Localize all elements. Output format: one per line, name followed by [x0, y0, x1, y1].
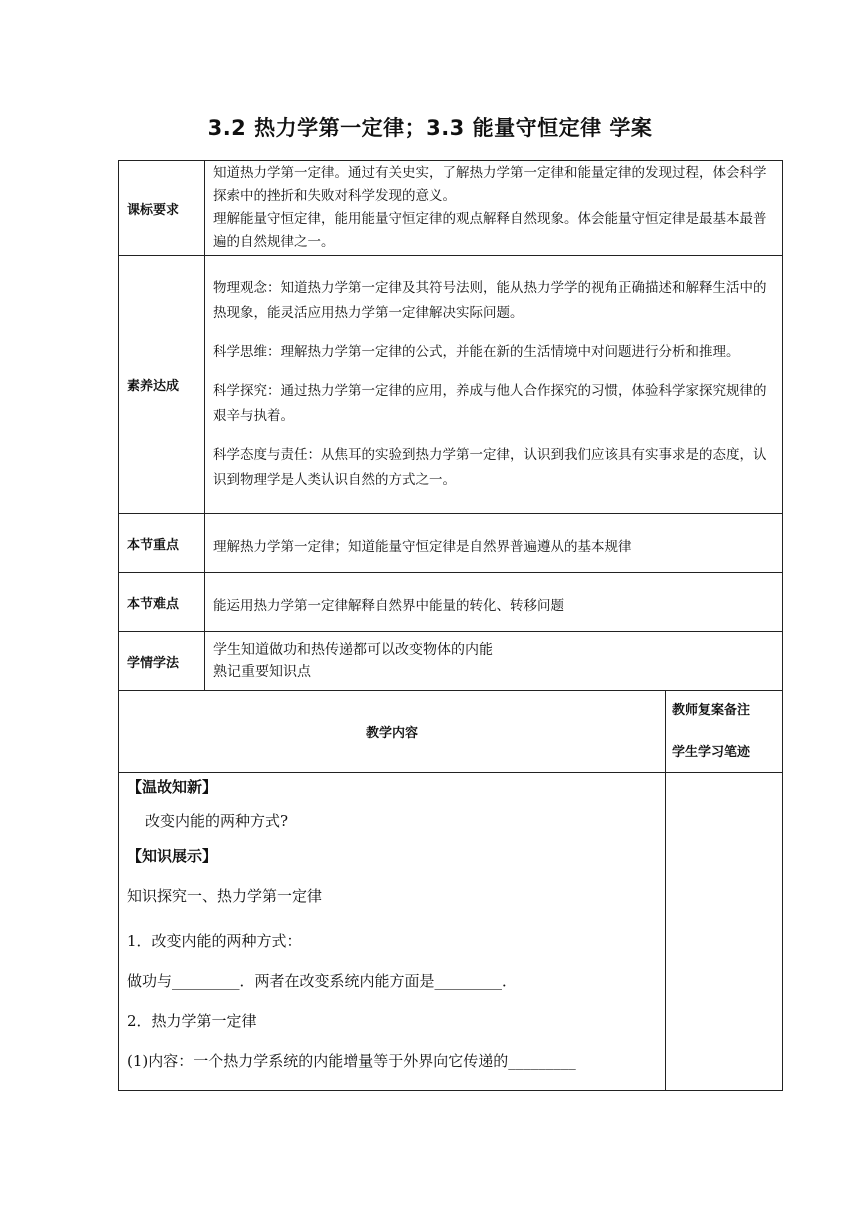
page-title: 3.2 热力学第一定律；3.3 能量守恒定律 学案 [207, 116, 653, 140]
standards-text-1: 知道热力学第一定律。通过有关史实，了解热力学第一定律和能量定律的发现过程，体会科学探索中的挫折和失败对科学发现的意义。 [213, 165, 767, 204]
difficulties-text: 能运用热力学第一定律解释自然界中能量的转化、转移问题 [205, 573, 783, 632]
item-2-1: (1)内容：一个热力学系统的内能增量等于外界向它传递的_________ [127, 1052, 576, 1070]
learning-cell [205, 632, 783, 691]
standards-text-2: 理解能量守恒定律，能用能量守恒定律的观点解释自然现象。体会能量守恒定律是最基本最普遍的自然规律之一。 [213, 211, 767, 250]
teaching-content-heading: 教学内容 [119, 691, 666, 773]
review-question: 改变内能的两种方式? [145, 812, 289, 830]
literacy-physics-concept: 物理观念：知道热力学第一定律及其符号法则，能从热力学学的视角正确描述和解释生活中的热现象，能灵活应用热力学第一定律解决实际问题。 [213, 280, 767, 321]
knowledge-explore-1: 知识探究一、热力学第一定律 [127, 887, 323, 905]
lesson-plan-table [118, 160, 783, 1091]
learning-line-1: 学生知道做功和热传递都可以改变物体的内能 [213, 642, 493, 658]
review-heading: 【温故知新】 [127, 778, 218, 796]
knowledge-display-heading: 【知识展示】 [127, 847, 218, 865]
row-literacy [119, 256, 783, 514]
literacy-attitude-responsibility: 科学态度与责任：从焦耳的实验到热力学第一定律，认识到我们应该具有实事求是的态度，认识到物理学是人类认识自然的方式之一。 [213, 447, 767, 488]
notes-blank-cell[interactable] [666, 773, 783, 1091]
teaching-content-cell [119, 773, 666, 1091]
student-notes-heading: 学生学习笔迹 [672, 744, 751, 760]
key-points-label: 本节重点 [119, 514, 205, 573]
fill-in-1: 做功与_________．两者在改变系统内能方面是_________． [127, 972, 518, 990]
row-key-points [119, 514, 783, 573]
literacy-cell [205, 256, 783, 514]
standards-cell [205, 161, 783, 256]
literacy-label: 素养达成 [119, 256, 205, 514]
learning-label: 学情学法 [119, 632, 205, 691]
key-points-text: 理解热力学第一定律；知道能量守恒定律是自然界普遍遵从的基本规律 [205, 514, 783, 573]
literacy-scientific-thinking: 科学思维：理解热力学第一定律的公式，并能在新的生活情境中对问题进行分析和推理。 [213, 344, 740, 360]
row-learning [119, 632, 783, 691]
literacy-scientific-inquiry: 科学探究：通过热力学第一定律的应用，养成与他人合作探究的习惯，体验科学家探究规律的艰辛与执着。 [213, 383, 767, 424]
teacher-notes-heading: 教师复案备注 [672, 702, 751, 718]
row-content-header [119, 691, 783, 773]
row-standards [119, 161, 783, 256]
item-1: 1．改变内能的两种方式： [127, 932, 302, 950]
notes-heading-cell [666, 691, 783, 773]
row-difficulties [119, 573, 783, 632]
difficulties-label: 本节难点 [119, 573, 205, 632]
row-content [119, 773, 783, 1091]
standards-label: 课标要求 [119, 161, 205, 256]
learning-line-2: 熟记重要知识点 [213, 664, 311, 680]
item-2: 2．热力学第一定律 [127, 1012, 257, 1030]
